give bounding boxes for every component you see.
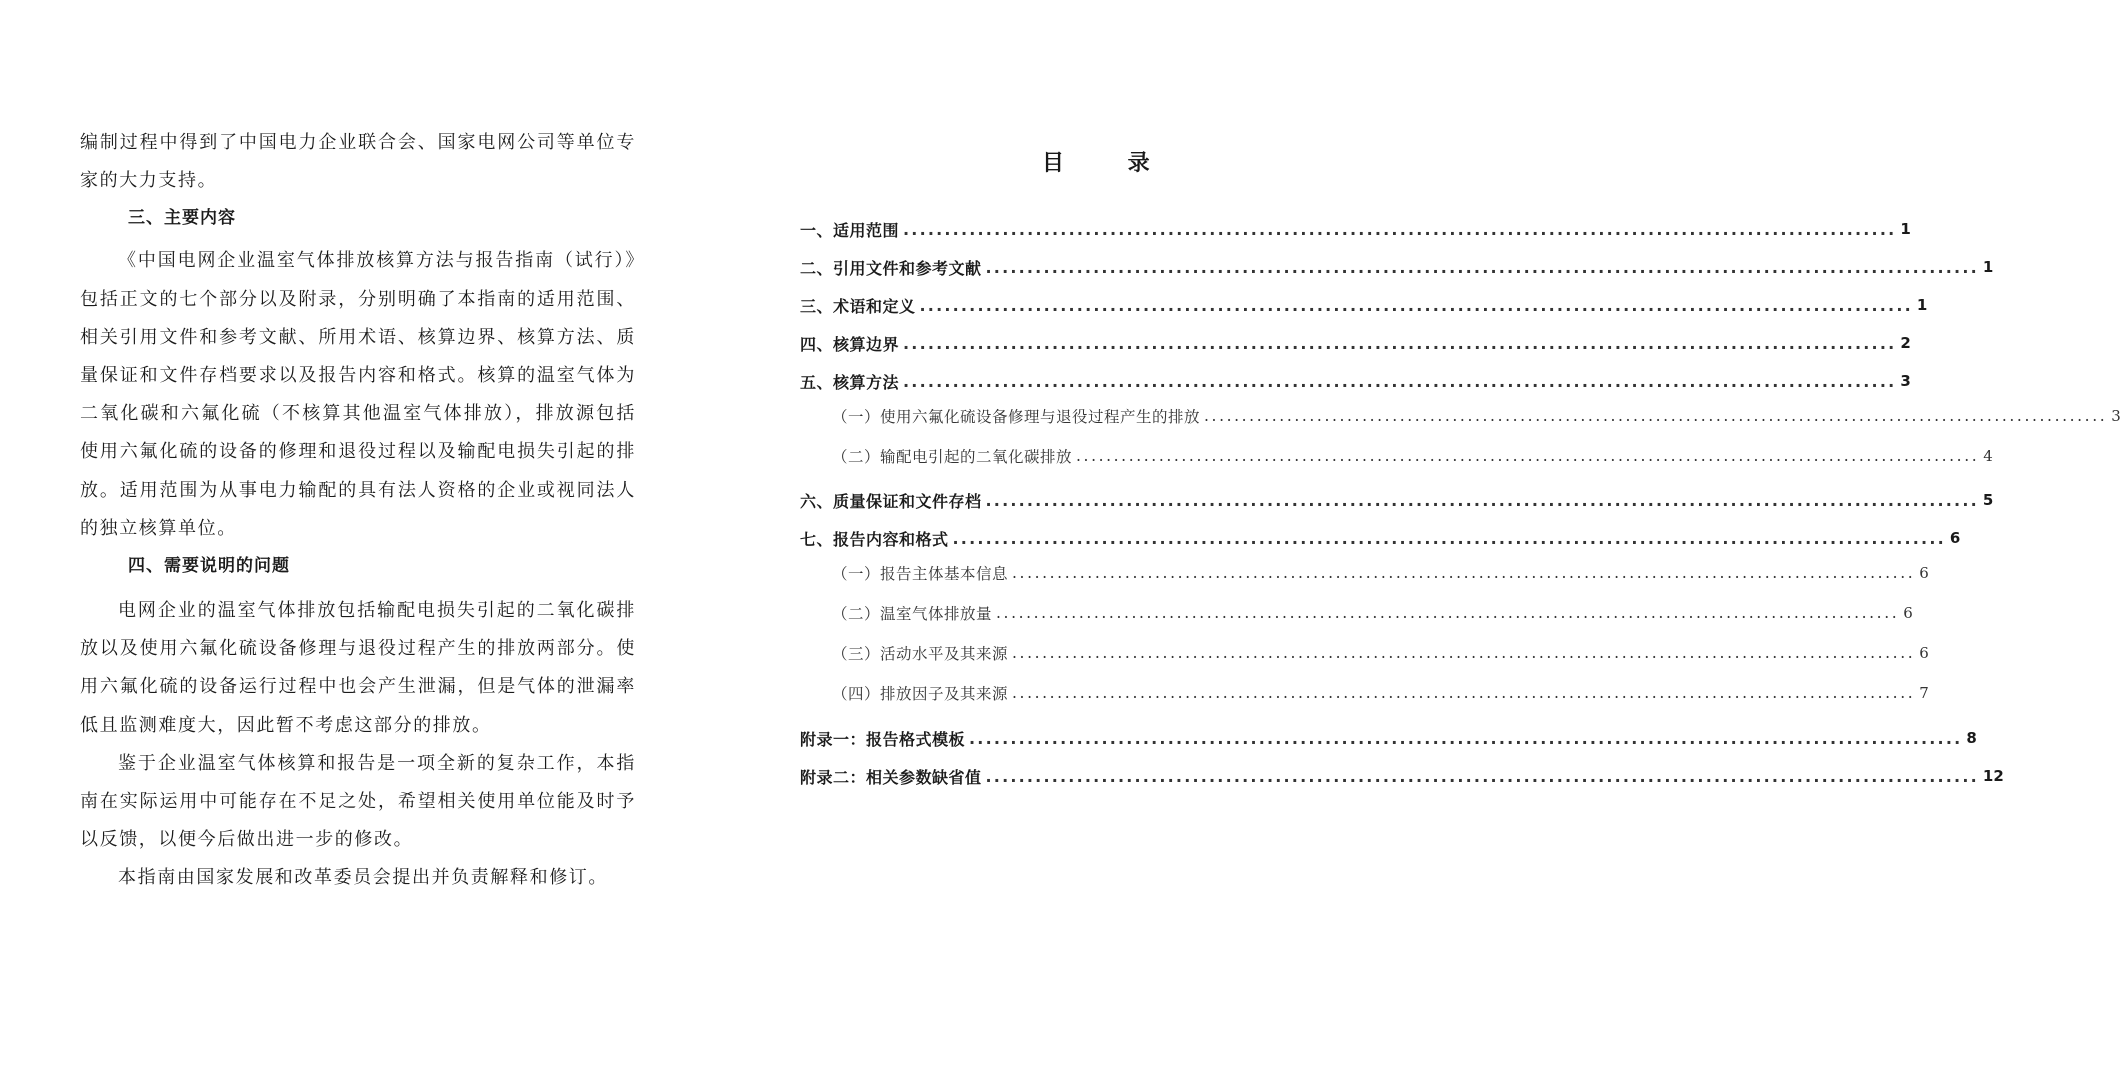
toc-entry-label: 三、术语和定义 (800, 296, 916, 316)
toc-subentry[interactable] (800, 399, 2121, 433)
toc-entry-label: （一）报告主体基本信息 (832, 565, 1009, 583)
toc-entry[interactable] (800, 288, 1928, 322)
toc-leader-dots: ........................................................................................................................ (903, 333, 1897, 353)
toc-entry[interactable] (800, 721, 1977, 755)
toc-entry-label: 附录一：报告格式模板 (800, 729, 966, 749)
toc-leader-dots: ........................................................................................................................ (1012, 564, 1916, 582)
toc-entry-label: 五、核算方法 (800, 372, 900, 392)
toc-entry-label: （二）输配电引起的二氧化碳排放 (832, 448, 1073, 466)
toc-leader-dots: ........................................................................................................................ (996, 604, 1900, 622)
toc-page-number: 3 (2111, 407, 2121, 425)
toc-entry-label: 附录二：相关参数缺省值 (800, 767, 982, 787)
toc-page-number: 1 (1916, 296, 1928, 314)
toc-entry-label: （四）排放因子及其来源 (832, 685, 1009, 703)
toc-page-number: 8 (1966, 729, 1977, 747)
toc-subentry[interactable] (800, 596, 1913, 630)
paragraph-emissions-note: 电网企业的温室气体排放包括输配电损失引起的二氧化碳排放以及使用六氟化硫设备修理与退役过程产生的排放两部分。使用六氟化硫的设备运行过程中也会产生泄漏，但是气体的泄漏率低且监测难度大，因此暂不考虑这部分的排放。 (80, 600, 636, 736)
toc-entry-label: 一、适用范围 (800, 220, 900, 240)
toc-entry-label: （三）活动水平及其来源 (832, 645, 1009, 663)
toc-entry[interactable] (800, 250, 1994, 284)
toc-entry-label: 七、报告内容和格式 (800, 529, 949, 549)
toc-entry[interactable] (800, 759, 2004, 793)
toc-subentry[interactable] (800, 556, 1929, 590)
left-page (0, 0, 720, 1080)
toc-page-number: 1 (1982, 258, 1994, 276)
toc-entry-label: 六、质量保证和文件存档 (800, 491, 982, 511)
toc-page-number: 2 (1900, 334, 1911, 352)
section-heading-notes: 四、需要说明的问题 (128, 556, 290, 577)
toc-subentry[interactable] (800, 676, 1929, 710)
toc-entry[interactable] (800, 364, 1911, 398)
toc-page-number: 6 (1949, 529, 1961, 547)
right-page (720, 0, 2121, 1080)
toc-leader-dots: ........................................................................................................................ (1076, 447, 1980, 465)
paragraph-interpretation-note: 本指南由国家发展和改革委员会提出并负责解释和修订。 (118, 867, 608, 889)
toc-leader-dots: ........................................................................................................................ (903, 371, 1897, 391)
toc-page-number: 5 (1982, 491, 1994, 509)
toc-leader-dots: ........................................................................................................................ (985, 490, 1979, 510)
toc-leader-dots: ........................................................................................................................ (985, 257, 1979, 277)
toc-leader-dots: ........................................................................................................................ (1012, 684, 1916, 702)
toc-entry[interactable] (800, 483, 1994, 517)
toc-page-number: 6 (1919, 644, 1929, 662)
toc-leader-dots: ........................................................................................................................ (969, 728, 1963, 748)
toc-page-number: 4 (1983, 447, 1993, 465)
paragraph-feedback-note: 鉴于企业温室气体核算和报告是一项全新的复杂工作，本指南在实际运用中可能存在不足之处，希望相关使用单位能及时予以反馈，以便今后做出进一步的修改。 (80, 752, 636, 851)
left-page-body (80, 124, 636, 898)
toc-page-number: 3 (1900, 372, 1911, 390)
toc-leader-dots: ........................................................................................................................ (985, 766, 1979, 786)
toc-entry-label: （一）使用六氟化硫设备修理与退役过程产生的排放 (832, 408, 1201, 426)
toc-entry-label: 二、引用文件和参考文献 (800, 258, 982, 278)
paragraph-main-content: 《中国电网企业温室气体排放核算方法与报告指南（试行）》包括正文的七个部分以及附录，分别明确了本指南的适用范围、相关引用文件和参考文献、所用术语、核算边界、核算方法、质量保证和文件存档要求以及报告内容和格式。核算的温室气体为二氧化碳和六氟化硫（不核算其他温室气体排放），排放源包括使用六氟化硫的设备的修理和退役过程以及输配电损失引起的排放。适用范围为从事电力输配的具有法人资格的企业或视同法人的独立核算单位。 (80, 250, 636, 539)
toc-subentry[interactable] (800, 439, 1993, 473)
toc-title: 目 录 (1042, 151, 1178, 176)
toc-leader-dots: ........................................................................................................................ (919, 295, 1913, 315)
toc-leader-dots: ........................................................................................................................ (903, 219, 1897, 239)
toc-entry[interactable] (800, 212, 1911, 246)
toc-page-number: 7 (1919, 684, 1929, 702)
toc-leader-dots: ........................................................................................................................ (952, 528, 1946, 548)
toc-page-number: 6 (1903, 604, 1913, 622)
section-heading-main-content: 三、主要内容 (128, 208, 236, 229)
toc-page-number: 12 (1982, 767, 2004, 785)
toc-entry[interactable] (800, 521, 1961, 555)
toc-page-number: 6 (1919, 564, 1929, 582)
toc-page-number: 1 (1900, 220, 1911, 238)
toc-entry-label: （二）温室气体排放量 (832, 605, 993, 623)
toc-leader-dots: ........................................................................................................................ (1204, 407, 2108, 425)
toc-entry-label: 四、核算边界 (800, 334, 900, 354)
paragraph-acknowledgement: 编制过程中得到了中国电力企业联合会、国家电网公司等单位专家的大力支持。 (80, 132, 636, 192)
toc-entry[interactable] (800, 326, 1911, 360)
toc-leader-dots: ........................................................................................................................ (1012, 644, 1916, 662)
toc-subentry[interactable] (800, 636, 1929, 670)
